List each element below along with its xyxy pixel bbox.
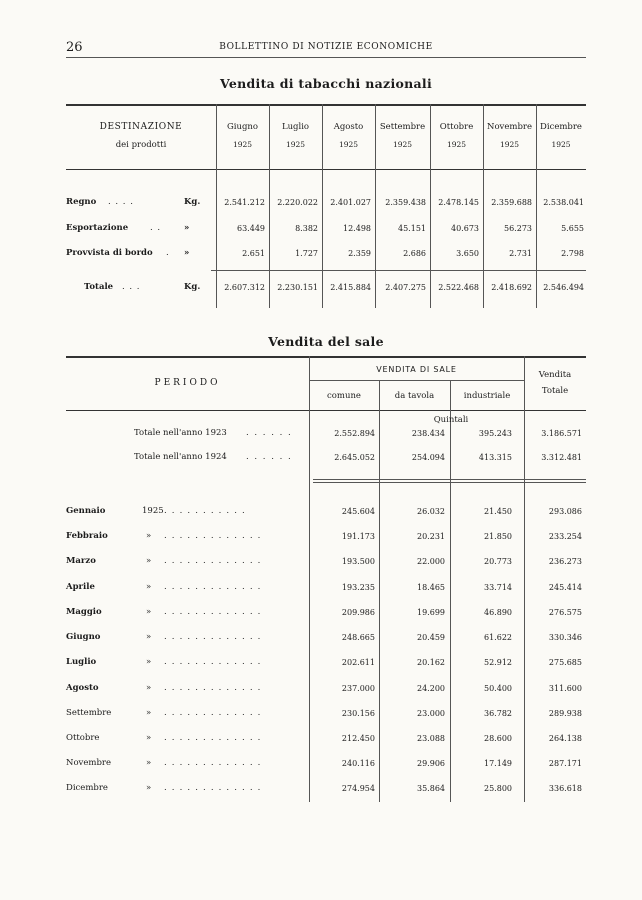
ditto-mark: » xyxy=(146,531,152,541)
table-rule xyxy=(66,169,586,170)
subheader-rule xyxy=(309,380,524,381)
table-cell: 2.418.692 xyxy=(491,283,532,292)
year-total-label: Totale nell'anno 1924 xyxy=(134,452,227,462)
leader-dots: . . . . . . . . . . . . . xyxy=(164,733,262,743)
table-cell: 2.541.212 xyxy=(224,198,265,207)
table-cell: 21.450 xyxy=(484,507,512,516)
table-cell: 254.094 xyxy=(411,453,445,462)
year-header: 1925 xyxy=(338,140,359,149)
ditto-mark: » xyxy=(146,607,152,617)
table-cell: 2.522.468 xyxy=(438,283,479,292)
table-cell: 202.611 xyxy=(341,658,375,667)
table-cell: 2.478.145 xyxy=(438,198,479,207)
table-cell: 28.600 xyxy=(484,734,512,743)
table-cell: 245.604 xyxy=(341,507,375,516)
month-label: Novembre xyxy=(66,758,111,768)
month-header: Giugno xyxy=(226,122,259,132)
month-header: Agosto xyxy=(333,122,364,132)
year-total-label: Totale nell'anno 1923 xyxy=(134,428,227,438)
table-cell: 1.727 xyxy=(295,249,318,258)
row-label-totale: Totale xyxy=(84,282,114,292)
subheader-comune: comune xyxy=(327,391,361,401)
table-cell: 23.088 xyxy=(417,734,445,743)
table-cell: 20.231 xyxy=(417,532,445,541)
table-cell: 2.651 xyxy=(242,249,265,258)
table-cell: 33.714 xyxy=(484,583,512,592)
tobacco-sales-table xyxy=(66,104,586,308)
table-cell: 2.546.494 xyxy=(543,283,584,292)
year-header: 1925 xyxy=(551,140,571,149)
table-cell: 52.912 xyxy=(484,658,512,667)
year-header: 1925 xyxy=(446,140,467,149)
tobacco-table-title: Vendita di tabacchi nazionali xyxy=(219,76,433,91)
table-cell: 193.235 xyxy=(341,583,375,592)
subheader-da-tavola: da tavola xyxy=(394,391,435,401)
table-cell: 2.220.022 xyxy=(277,198,318,207)
table-cell: 2.686 xyxy=(403,249,426,258)
table-cell: 2.401.027 xyxy=(330,198,371,207)
table-cell: 17.149 xyxy=(484,759,512,768)
table-cell: 191.173 xyxy=(341,532,375,541)
table-cell: 2.798 xyxy=(561,249,584,258)
vendita-totale-header: Totale xyxy=(541,386,569,396)
periodo-header: PERIODO xyxy=(154,378,221,388)
table-cell: 240.116 xyxy=(341,759,375,768)
table-cell: 236.273 xyxy=(548,557,582,566)
table-cell: 21.850 xyxy=(484,532,512,541)
year-header: 1925 xyxy=(232,140,253,149)
table-cell: 289.938 xyxy=(548,709,582,718)
vendita-di-sale-header: VENDITA DI SALE xyxy=(376,365,457,374)
table-cell: 50.400 xyxy=(484,684,512,693)
table-cell: 212.450 xyxy=(341,734,375,743)
table-cell: 2.607.312 xyxy=(224,283,265,292)
table-cell: 45.151 xyxy=(398,224,426,233)
leader-dots: . . . . . . xyxy=(246,452,293,462)
table-rule xyxy=(66,356,586,358)
table-cell: 20.459 xyxy=(417,633,445,642)
month-label: Giugno xyxy=(66,632,101,642)
table-rule xyxy=(66,104,586,106)
table-cell: 20.162 xyxy=(417,658,445,667)
leader-dots: . . . . xyxy=(108,197,134,207)
destination-header: DESTINAZIONE xyxy=(99,122,183,132)
table-cell: 35.864 xyxy=(417,784,445,793)
unit-label: Kg. xyxy=(184,197,201,207)
table-cell: 193.500 xyxy=(341,557,375,566)
leader-dots: . . . . . . . . . . . . . xyxy=(164,582,262,592)
table-cell: 287.171 xyxy=(548,759,582,768)
leader-dots: . . . . . . . . . . . . . xyxy=(164,531,262,541)
table-cell: 3.186.571 xyxy=(541,429,582,438)
month-label: Gennaio xyxy=(66,506,106,516)
month-header: Settembre xyxy=(379,122,426,132)
leader-dots: . . . . . . . . . . . xyxy=(164,506,246,516)
table-cell: 248.665 xyxy=(341,633,375,642)
header-rule xyxy=(66,57,586,58)
leader-dots: . . xyxy=(150,223,162,233)
leader-dots: . . . . . . . . . . . . . xyxy=(164,657,262,667)
table-cell: 2.407.275 xyxy=(385,283,426,292)
unit-note: Quintali xyxy=(433,415,469,425)
table-cell: 5.655 xyxy=(561,224,584,233)
table-cell: 233.254 xyxy=(548,532,582,541)
table-cell: 274.954 xyxy=(341,784,375,793)
table-cell: 2.415.884 xyxy=(330,283,371,292)
table-cell: 311.600 xyxy=(548,684,582,693)
leader-dots: . . . . . . . . . . . . . xyxy=(164,708,262,718)
table-cell: 209.986 xyxy=(341,608,375,617)
salt-table-title: Vendita del sale xyxy=(268,334,384,349)
table-cell: 2.731 xyxy=(509,249,532,258)
table-cell: 238.434 xyxy=(411,429,445,438)
table-cell: 237.000 xyxy=(341,684,375,693)
unit-label: Kg. xyxy=(184,282,201,292)
table-cell: 2.359.438 xyxy=(385,198,426,207)
table-cell: 2.552.894 xyxy=(334,429,375,438)
table-cell: 20.773 xyxy=(484,557,512,566)
month-header: Ottobre xyxy=(439,122,474,132)
ditto-mark: » xyxy=(146,708,152,718)
month-label: Dicembre xyxy=(66,783,108,793)
table-rule xyxy=(66,410,586,411)
leader-dots: . . . . . . xyxy=(246,428,293,438)
month-header: Novembre xyxy=(487,122,532,132)
table-cell: 18.465 xyxy=(417,583,445,592)
leader-dots: . . . . . . . . . . . . . xyxy=(164,556,262,566)
ditto-mark: » xyxy=(146,683,152,693)
table-cell: 395.243 xyxy=(478,429,512,438)
ditto-mark: » xyxy=(184,248,190,258)
table-cell: 63.449 xyxy=(237,224,265,233)
table-cell: 330.346 xyxy=(548,633,582,642)
table-cell: 2.230.151 xyxy=(277,283,318,292)
sum-rule xyxy=(211,270,586,271)
table-cell: 2.359.688 xyxy=(491,198,532,207)
leader-dots: . . . . . . . . . . . . . xyxy=(164,783,262,793)
month-label: Settembre xyxy=(66,708,112,718)
table-cell: 23.000 xyxy=(417,709,445,718)
year-label: 1925 xyxy=(142,506,164,516)
table-cell: 275.685 xyxy=(548,658,582,667)
ditto-mark: » xyxy=(146,758,152,768)
row-label-provvista: Provvista di bordo xyxy=(66,248,153,258)
table-cell: 36.782 xyxy=(484,709,512,718)
month-label: Maggio xyxy=(66,607,102,617)
destination-subheader: dei prodotti xyxy=(115,140,167,150)
table-cell: 2.359 xyxy=(348,249,371,258)
row-label-esportazione: Esportazione xyxy=(66,223,129,233)
page-number: 26 xyxy=(66,40,83,55)
month-label: Agosto xyxy=(66,683,99,693)
table-cell: 26.032 xyxy=(417,507,445,516)
running-title: BOLLETTINO DI NOTIZIE ECONOMICHE xyxy=(219,42,433,52)
table-cell: 413.315 xyxy=(478,453,512,462)
table-cell: 2.538.041 xyxy=(543,198,584,207)
ditto-mark: » xyxy=(146,783,152,793)
ditto-mark: » xyxy=(146,733,152,743)
table-cell: 19.699 xyxy=(417,608,445,617)
table-cell: 264.138 xyxy=(548,734,582,743)
year-header: 1925 xyxy=(285,140,306,149)
table-cell: 29.906 xyxy=(417,759,445,768)
table-cell: 276.575 xyxy=(548,608,582,617)
ditto-mark: » xyxy=(184,223,190,233)
ditto-mark: » xyxy=(146,556,152,566)
table-cell: 3.312.481 xyxy=(541,453,582,462)
year-header: 1925 xyxy=(499,140,520,149)
month-label: Aprile xyxy=(66,582,95,592)
table-cell: 245.414 xyxy=(548,583,582,592)
leader-dots: . . . . . . . . . . . . . xyxy=(164,683,262,693)
month-label: Marzo xyxy=(66,556,96,566)
table-cell: 24.200 xyxy=(417,684,445,693)
month-header: Dicembre xyxy=(540,122,582,132)
ditto-mark: » xyxy=(146,632,152,642)
leader-dots: . . . . . . . . . . . . . xyxy=(164,607,262,617)
table-cell: 25.800 xyxy=(484,784,512,793)
table-cell: 56.273 xyxy=(504,224,532,233)
subheader-industriale: industriale xyxy=(463,391,511,401)
salt-sales-table xyxy=(66,356,586,802)
leader-dots: . . . . . . . . . . . . . xyxy=(164,632,262,642)
table-cell: 40.673 xyxy=(451,224,479,233)
table-cell: 46.890 xyxy=(484,608,512,617)
table-cell: 293.086 xyxy=(548,507,582,516)
month-header: Luglio xyxy=(281,122,310,132)
table-cell: 336.618 xyxy=(548,784,582,793)
leader-dots: . . . . . . . . . . . . . xyxy=(164,758,262,768)
month-label: Luglio xyxy=(66,657,97,667)
leader-dots: . . . xyxy=(122,282,141,292)
leader-dots: . xyxy=(166,248,170,258)
table-cell: 2.645.052 xyxy=(334,453,375,462)
row-label-regno: Regno xyxy=(66,197,97,207)
table-cell: 230.156 xyxy=(341,709,375,718)
table-cell: 61.622 xyxy=(484,633,512,642)
table-cell: 3.650 xyxy=(456,249,479,258)
ditto-mark: » xyxy=(146,657,152,667)
vendita-totale-header: Vendita xyxy=(538,370,572,380)
table-cell: 12.498 xyxy=(343,224,371,233)
month-label: Ottobre xyxy=(66,733,100,743)
table-cell: 8.382 xyxy=(295,224,318,233)
ditto-mark: » xyxy=(146,582,152,592)
month-label: Febbraio xyxy=(66,531,108,541)
table-cell: 22.000 xyxy=(417,557,445,566)
year-header: 1925 xyxy=(392,140,413,149)
